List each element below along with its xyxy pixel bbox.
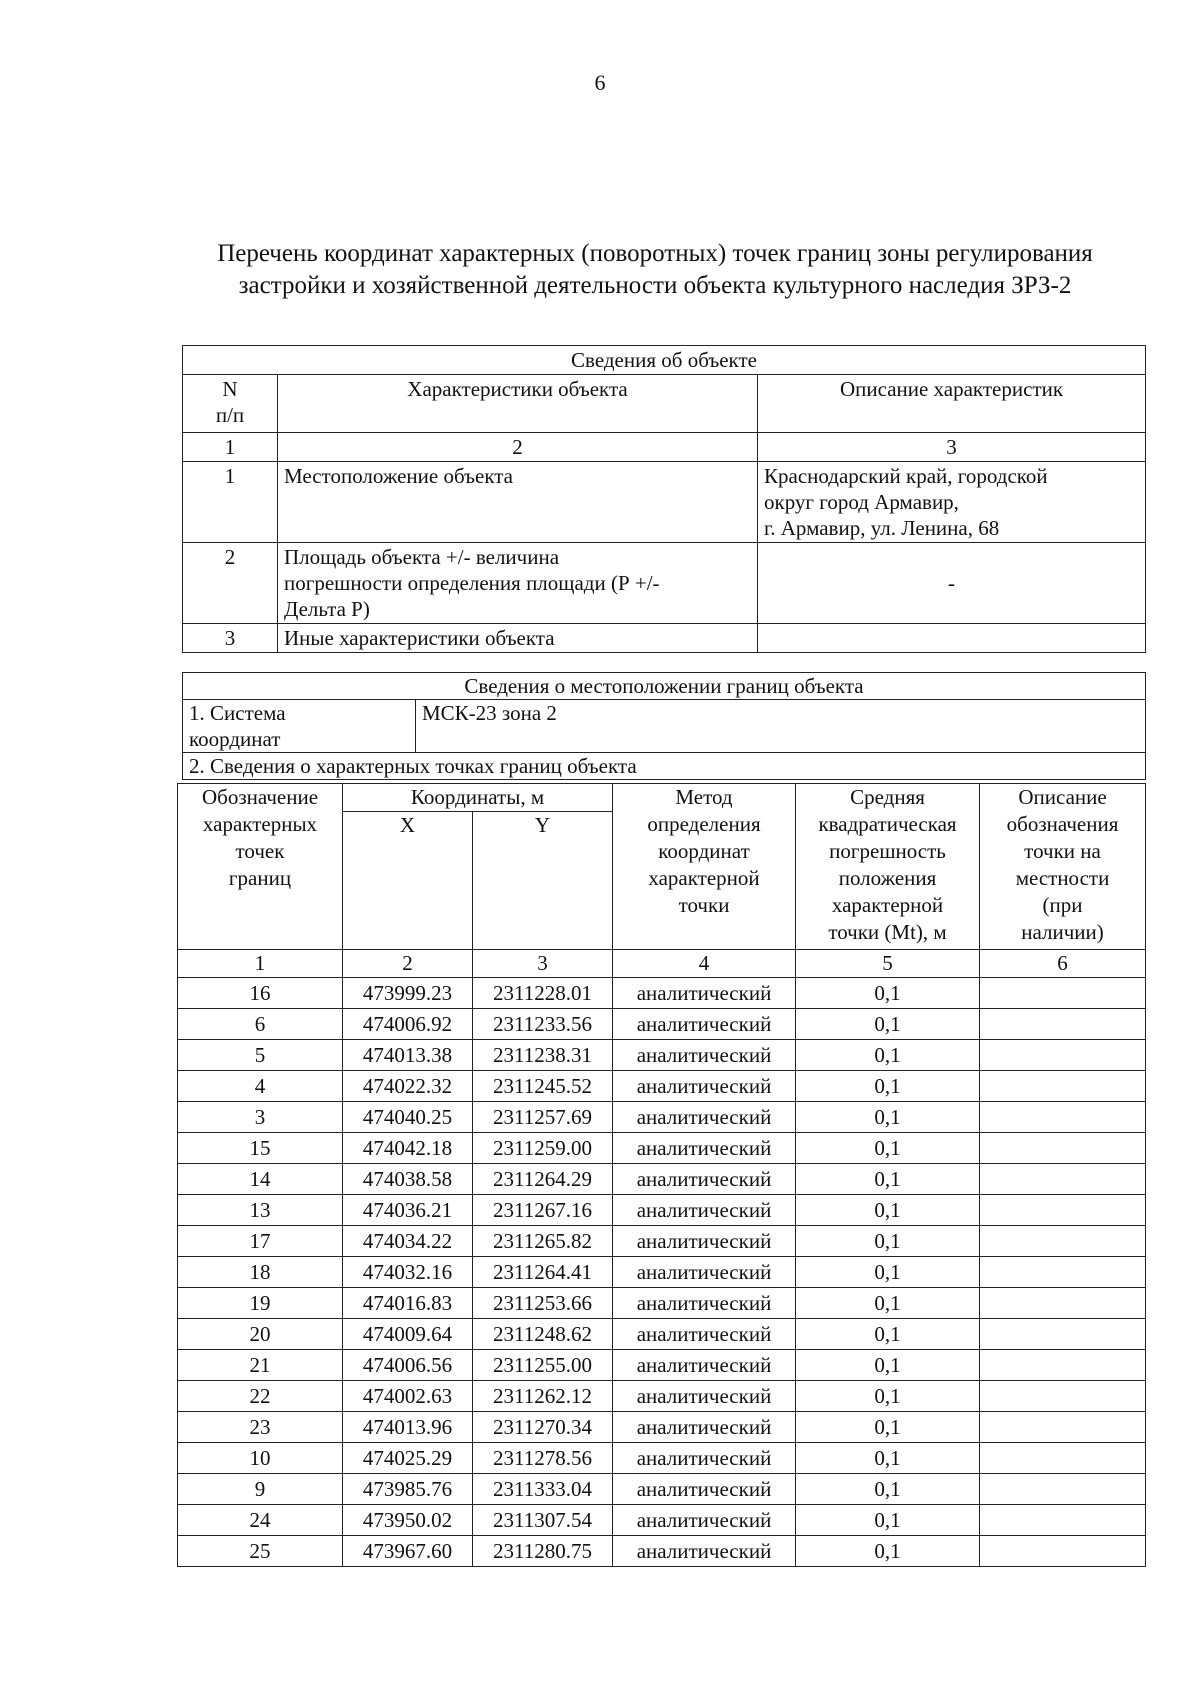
mt-cell: 0,1 [796,1195,980,1226]
mt-cell: 0,1 [796,1102,980,1133]
point-description-cell [980,978,1146,1009]
point-id-cell: 25 [178,1536,343,1567]
header-num-line-1: N [222,377,238,401]
points-section-title: 2. Сведения о характерных точках границ объекта [183,753,1146,780]
header-method [613,784,796,950]
point-id-cell: 13 [178,1195,343,1226]
method-cell: аналитический [613,1226,796,1257]
table-row [178,1102,1146,1133]
mt-cell: 0,1 [796,1505,980,1536]
header-line: местности [1015,866,1110,890]
point-id-cell: 15 [178,1133,343,1164]
point-id-cell: 23 [178,1412,343,1443]
coord-x-cell: 474038.58 [343,1164,473,1195]
mt-cell: 0,1 [796,1071,980,1102]
object-info-row [183,624,1146,653]
table-row [178,1164,1146,1195]
point-description-cell [980,1133,1146,1164]
index-cell: 4 [613,950,796,978]
method-cell: аналитический [613,1071,796,1102]
point-id-cell: 18 [178,1257,343,1288]
method-cell: аналитический [613,1009,796,1040]
object-info-row [183,462,1146,543]
point-description-cell [980,1071,1146,1102]
coord-y-cell: 2311262.12 [473,1381,613,1412]
point-id-cell: 21 [178,1350,343,1381]
points-header-row [178,784,1146,812]
point-description-cell [980,1443,1146,1474]
coord-y-cell: 2311307.54 [473,1505,613,1536]
point-id-cell: 16 [178,978,343,1009]
header-line: характерных [202,812,318,836]
header-description: Описание характеристик [758,375,1146,433]
coord-y-cell: 2311267.16 [473,1195,613,1226]
table-row [178,1536,1146,1567]
object-info-section-title: Сведения об объекте [183,346,1146,375]
header-line: Описание [1018,785,1107,809]
header-line: точки на [1024,839,1101,863]
table-row [178,1040,1146,1071]
table-row [178,1474,1146,1505]
method-cell: аналитический [613,1505,796,1536]
row-characteristic [278,543,758,624]
header-point-description [980,784,1146,950]
table-row [178,978,1146,1009]
mt-cell: 0,1 [796,1350,980,1381]
header-line: Средняя [850,785,925,809]
coord-x-cell: 474016.83 [343,1288,473,1319]
document-title [160,238,1150,302]
characteristic-line: Дельта Р) [284,597,370,621]
coord-y-cell: 2311280.75 [473,1536,613,1567]
coord-y-cell: 2311248.62 [473,1319,613,1350]
coord-x-cell: 474040.25 [343,1102,473,1133]
table-row [178,1443,1146,1474]
table-row [178,1505,1146,1536]
coord-y-cell: 2311233.56 [473,1009,613,1040]
method-cell: аналитический [613,978,796,1009]
coord-y-cell: 2311278.56 [473,1443,613,1474]
object-info-row [183,543,1146,624]
coord-y-cell: 2311333.04 [473,1474,613,1505]
header-coordinates: Координаты, м [343,784,613,812]
header-mean-square-error [796,784,980,950]
coord-x-cell: 474002.63 [343,1381,473,1412]
point-description-cell [980,1226,1146,1257]
method-cell: аналитический [613,1133,796,1164]
location-section-row [183,673,1146,700]
point-id-cell: 24 [178,1505,343,1536]
header-line: погрешность [829,839,946,863]
coord-x-cell: 474013.38 [343,1040,473,1071]
mt-cell: 0,1 [796,1009,980,1040]
header-line: (при [1042,893,1083,917]
method-cell: аналитический [613,1319,796,1350]
table-row [178,1226,1146,1257]
index-cell: 5 [796,950,980,978]
method-cell: аналитический [613,1350,796,1381]
location-section-title: Сведения о местоположении границ объекта [183,673,1146,700]
points-table [177,783,1146,1567]
method-cell: аналитический [613,1040,796,1071]
index-cell: 3 [473,950,613,978]
table-row [178,1350,1146,1381]
header-x: X [343,812,473,950]
coord-x-cell: 473985.76 [343,1474,473,1505]
title-line-2: застройки и хозяйственной деятельности объекта культурного наследия ЗРЗ-2 [238,272,1072,299]
method-cell: аналитический [613,1164,796,1195]
method-cell: аналитический [613,1536,796,1567]
row-num: 3 [183,624,278,653]
coord-x-cell: 474025.29 [343,1443,473,1474]
table-row [178,1288,1146,1319]
coord-system-label-line: 1. Система [189,701,286,725]
point-id-cell: 19 [178,1288,343,1319]
row-characteristic: Местоположение объекта [278,462,758,543]
characteristic-line: погрешности определения площади (Р +/- [284,571,660,595]
coord-y-cell: 2311257.69 [473,1102,613,1133]
point-description-cell [980,1195,1146,1226]
coord-x-cell: 473967.60 [343,1536,473,1567]
coord-y-cell: 2311265.82 [473,1226,613,1257]
points-section-row [183,753,1146,780]
table-row [178,1257,1146,1288]
point-description-cell [980,1350,1146,1381]
coord-y-cell: 2311259.00 [473,1133,613,1164]
point-description-cell [980,1474,1146,1505]
object-info-section-row [183,346,1146,375]
method-cell: аналитический [613,1443,796,1474]
coord-x-cell: 474032.16 [343,1257,473,1288]
point-id-cell: 22 [178,1381,343,1412]
coord-x-cell: 474022.32 [343,1071,473,1102]
coord-y-cell: 2311255.00 [473,1350,613,1381]
table-row [178,1009,1146,1040]
point-id-cell: 9 [178,1474,343,1505]
mt-cell: 0,1 [796,1412,980,1443]
row-description [758,462,1146,543]
method-cell: аналитический [613,1288,796,1319]
coord-x-cell: 474006.92 [343,1009,473,1040]
header-line: определения [647,812,761,836]
header-line: точек [235,839,285,863]
point-id-cell: 10 [178,1443,343,1474]
method-cell: аналитический [613,1474,796,1505]
coord-system-row [183,700,1146,753]
point-description-cell [980,1257,1146,1288]
coord-y-cell: 2311228.01 [473,978,613,1009]
index-cell: 1 [183,433,278,462]
object-info-index-row [183,433,1146,462]
index-cell: 2 [343,950,473,978]
header-line: границ [228,866,292,890]
point-description-cell [980,1505,1146,1536]
mt-cell: 0,1 [796,1226,980,1257]
header-line: точки (Mt), м [828,920,947,944]
point-id-cell: 14 [178,1164,343,1195]
mt-cell: 0,1 [796,1164,980,1195]
point-id-cell: 20 [178,1319,343,1350]
row-num: 2 [183,543,278,624]
point-description-cell [980,1536,1146,1567]
header-line: Метод [675,785,733,809]
method-cell: аналитический [613,1381,796,1412]
coord-system-label-line: координат [189,727,281,751]
point-description-cell [980,1009,1146,1040]
header-num-cell [183,375,278,433]
header-line: характерной [831,893,944,917]
header-line: точки [678,893,730,917]
row-num: 1 [183,462,278,543]
header-line: обозначения [1006,812,1119,836]
mt-cell: 0,1 [796,1288,980,1319]
characteristic-line: Площадь объекта +/- величина [284,545,560,569]
header-y: Y [473,812,613,950]
title-line-1: Перечень координат характерных (поворотных) точек границ зоны регулирования [217,240,1093,267]
object-info-header-row [183,375,1146,433]
row-description: - [758,543,1146,624]
method-cell: аналитический [613,1412,796,1443]
mt-cell: 0,1 [796,1319,980,1350]
mt-cell: 0,1 [796,1474,980,1505]
mt-cell: 0,1 [796,1133,980,1164]
coord-x-cell: 474013.96 [343,1412,473,1443]
coord-x-cell: 474042.18 [343,1133,473,1164]
point-description-cell [980,1319,1146,1350]
header-line: положения [838,866,937,890]
coord-y-cell: 2311270.34 [473,1412,613,1443]
table-row [178,1412,1146,1443]
point-description-cell [980,1412,1146,1443]
coord-x-cell: 474009.64 [343,1319,473,1350]
table-row [178,1195,1146,1226]
row-description [758,624,1146,653]
object-info-table [182,345,1146,653]
index-cell: 2 [278,433,758,462]
description-line: Краснодарский край, городской [764,464,1048,488]
points-body [178,978,1146,1567]
header-point-designation [178,784,343,950]
table-row [178,1071,1146,1102]
page-number: 6 [594,70,606,95]
index-cell: 3 [758,433,1146,462]
coord-system-value: МСК-23 зона 2 [416,700,1146,753]
coord-x-cell: 473950.02 [343,1505,473,1536]
point-id-cell: 4 [178,1071,343,1102]
points-index-row [178,950,1146,978]
header-line: координат [658,839,750,863]
coord-y-cell: 2311264.29 [473,1164,613,1195]
row-characteristic: Иные характеристики объекта [278,624,758,653]
index-cell: 6 [980,950,1146,978]
coord-x-cell: 473999.23 [343,978,473,1009]
coord-y-cell: 2311253.66 [473,1288,613,1319]
description-line: округ город Армавир, [764,490,959,514]
coord-system-label [183,700,416,753]
mt-cell: 0,1 [796,1381,980,1412]
point-description-cell [980,1288,1146,1319]
header-characteristics: Характеристики объекта [278,375,758,433]
header-line: квадратическая [818,812,957,836]
coord-y-cell: 2311245.52 [473,1071,613,1102]
mt-cell: 0,1 [796,1040,980,1071]
table-row [178,1381,1146,1412]
mt-cell: 0,1 [796,1536,980,1567]
header-line: характерной [648,866,760,890]
header-line: Обозначение [201,785,319,809]
coord-y-cell: 2311264.41 [473,1257,613,1288]
method-cell: аналитический [613,1257,796,1288]
header-num-line-2: п/п [215,403,245,427]
point-description-cell [980,1040,1146,1071]
table-row [178,1319,1146,1350]
table-row [178,1133,1146,1164]
method-cell: аналитический [613,1102,796,1133]
coord-x-cell: 474036.21 [343,1195,473,1226]
point-description-cell [980,1381,1146,1412]
point-description-cell [980,1102,1146,1133]
point-id-cell: 17 [178,1226,343,1257]
header-line: наличии) [1021,920,1104,944]
point-id-cell: 5 [178,1040,343,1071]
index-cell: 1 [178,950,343,978]
point-id-cell: 6 [178,1009,343,1040]
point-description-cell [980,1164,1146,1195]
mt-cell: 0,1 [796,1443,980,1474]
point-id-cell: 3 [178,1102,343,1133]
method-cell: аналитический [613,1195,796,1226]
mt-cell: 0,1 [796,978,980,1009]
coord-y-cell: 2311238.31 [473,1040,613,1071]
coord-x-cell: 474006.56 [343,1350,473,1381]
location-info-table [182,672,1146,780]
description-line: г. Армавир, ул. Ленина, 68 [764,516,1000,540]
mt-cell: 0,1 [796,1257,980,1288]
coord-x-cell: 474034.22 [343,1226,473,1257]
